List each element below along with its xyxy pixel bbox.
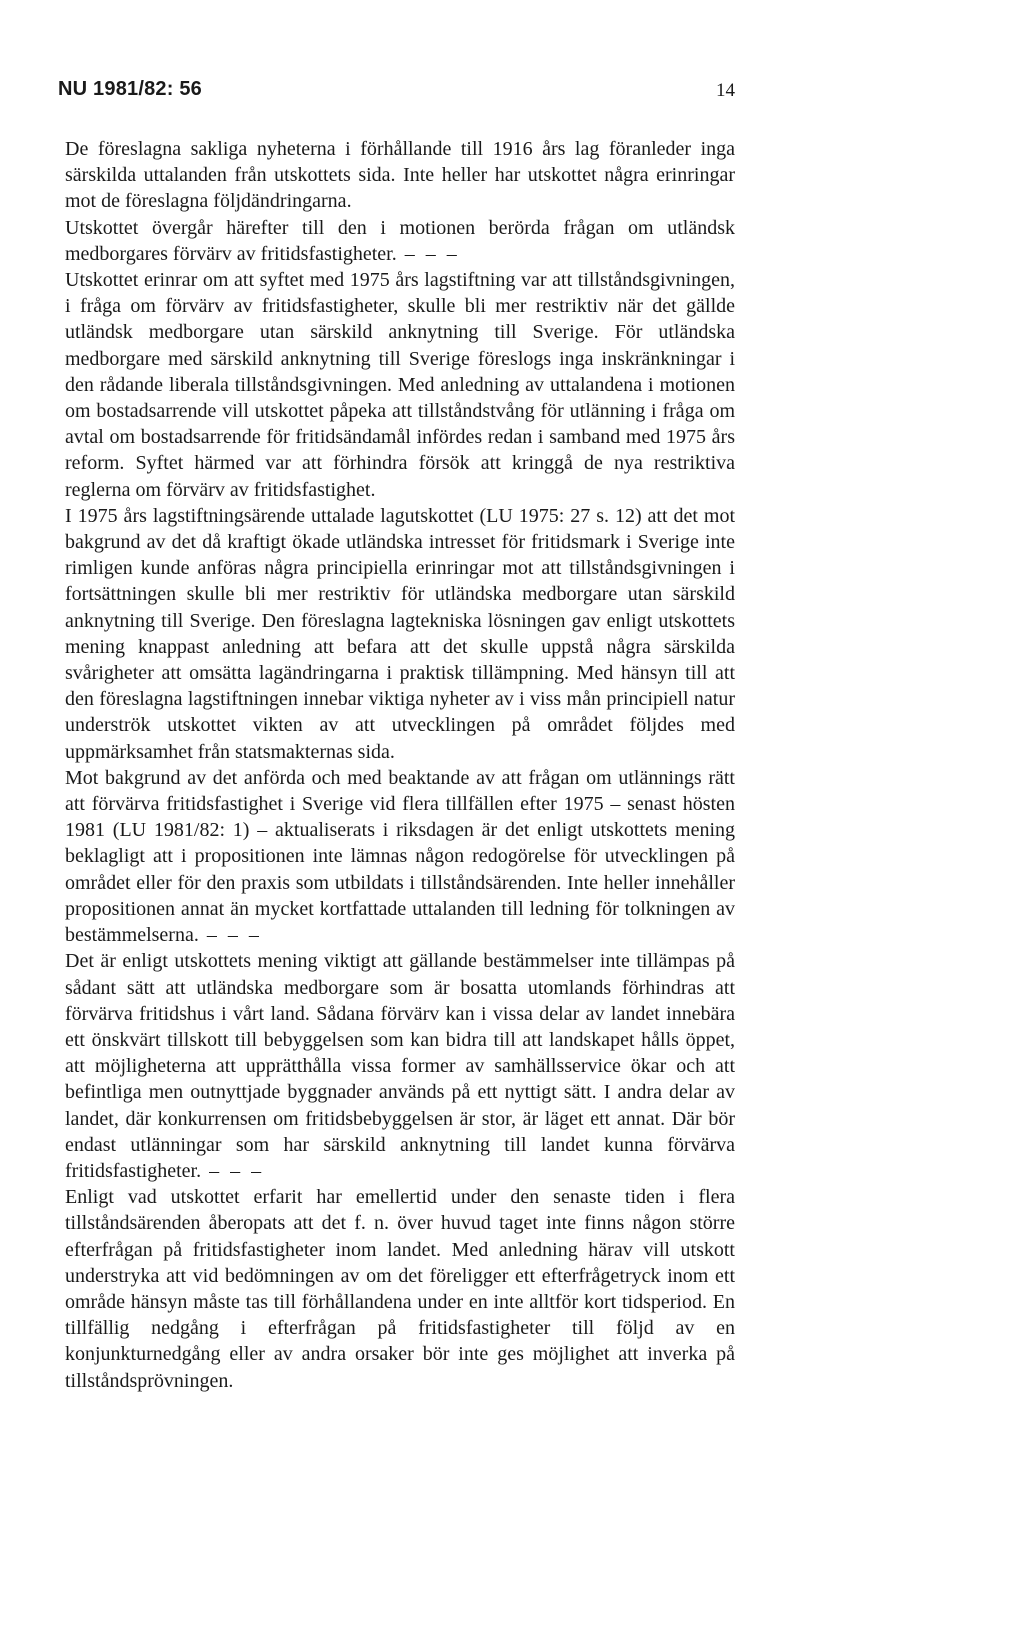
- paragraph: [65, 503, 735, 765]
- omission-mark: – – –: [198, 924, 262, 947]
- paragraph-text: De föreslagna sakliga nyheterna i förhållande till 1916 års lag föranleder inga särskilda uttalanden från utskottets sida. Inte heller har utskottet några erinringar mot de föreslagna följdändringarna.: [65, 138, 735, 213]
- paragraph-text: Utskottet övergår härefter till den i motionen berörda frågan om utländsk medborgares förvärv av fritidsfastigheter.: [65, 216, 735, 265]
- paragraph-text: Mot bakgrund av det anförda och med beaktande av att frågan om utlännings rätt att förvärva fritidsfastighet i Sverige vid flera tillfällen efter 1975 – senast hösten 1981 (LU 1981/82: 1) – aktualiserats i riksdagen är det enligt utskottets mening beklagligt att i propositionen inte lämnas någon redogörelse för utvecklingen på området eller för den praxis som utbildats i tillståndsärenden. Inte heller innehåller propositionen annat än mycket kortfattade uttalanden till ledning för tolkningen av bestämmelserna.: [65, 766, 735, 947]
- paragraph: [65, 948, 735, 1184]
- paragraph-text: I 1975 års lagstiftningsärende uttalade lagutskottet (LU 1975: 27 s. 12) att det mot bakgrund av det då kraftigt ökade utländska intresset för fritidsmark i Sverige inte rimligen kunde anföras några principiella erinringar mot att tillståndsgivningen i fortsättningen skulle bli mer restriktiv för utländska medborgare utan särskild anknytning till Sverige. Den föreslagna lagtekniska lösningen gav enligt utskottets mening knappast anledning att befara att det skulle uppstå några särskilda svårigheter att omsätta lagändringarna i praktisk tillämpning. Med hänsyn till att den föreslagna lagstiftningen innebar viktiga nyheter av i viss mån principiell natur underströk utskottet vikten av att utvecklingen på området följdes med uppmärksamhet från statsmakternas sida.: [65, 504, 735, 763]
- paragraph: [65, 765, 735, 948]
- document-id: NU 1981/82: 56: [58, 78, 203, 100]
- omission-mark: – – –: [201, 1159, 265, 1182]
- omission-mark: – – –: [396, 242, 460, 265]
- paragraph: [65, 215, 735, 267]
- paragraph-text: Utskottet erinrar om att syftet med 1975 års lagstiftning var att tillståndsgivningen, i fråga om förvärv av fritidsfastigheter, skulle bli mer restriktiv när det gällde utländsk medborgare utan särskild anknytning till Sverige. För utländska medborgare med särskild anknytning till Sverige föreslogs inga inskränkningar i den rådande liberala tillståndsgivningen. Med anledning av uttalandena i motionen om bostadsarrende vill utskottet påpeka att tillståndstvång för utlänning i fråga om avtal om bostadsarrende för fritidsändamål infördes redan i samband med 1975 års reform. Syftet härmed var att förhindra försök att kringgå de nya restriktiva reglerna om förvärv av fritidsfastighet.: [65, 269, 735, 501]
- paragraph-text: Enligt vad utskottet erfarit har emellertid under den senaste tiden i flera tillståndsärenden åberopats att det f. n. över huvud taget inte finns någon större efterfrågan på fritidsfastigheter inom landet. Med anledning härav vill utskott understryka att vid bedömningen av om det föreligger ett efterfrågetryck inom ett område hänsyn måste tas till förhållandena under en inte alltför kort tidsperiod. En tillfällig nedgång i efterfrågan på fritidsfastigheter till följd av en konjunkturnedgång eller av andra orsaker bör inte ges möjlighet att inverka på tillståndsprövningen.: [65, 1186, 735, 1392]
- paragraph-text: Det är enligt utskottets mening viktigt att gällande bestämmelser inte tillämpas på sådant sätt att utländska medborgare som är bosatta utomlands förhindras att förvärva fritidshus i vårt land. Sådana förvärv kan i vissa delar av landet innebära ett önskvärt tillskott till bebyggelsen som kan bidra till att landskapet hålls öppet, att möjligheterna att upprätthålla vissa former av samhällsservice ökar och att befintliga men outnyttjade byggnader används på ett nyttigt sätt. I andra delar av landet, där konkurrensen om fritidsbebyggelsen är stor, är läget ett annat. Där bör endast utlänningar som har särskild anknytning till landet kunna förvärva fritidsfastigheter.: [65, 950, 735, 1182]
- body-text: [65, 136, 735, 1394]
- paragraph: [65, 267, 735, 503]
- paragraph: [65, 136, 735, 215]
- paragraph: [65, 1184, 735, 1394]
- page-number: 14: [716, 80, 735, 101]
